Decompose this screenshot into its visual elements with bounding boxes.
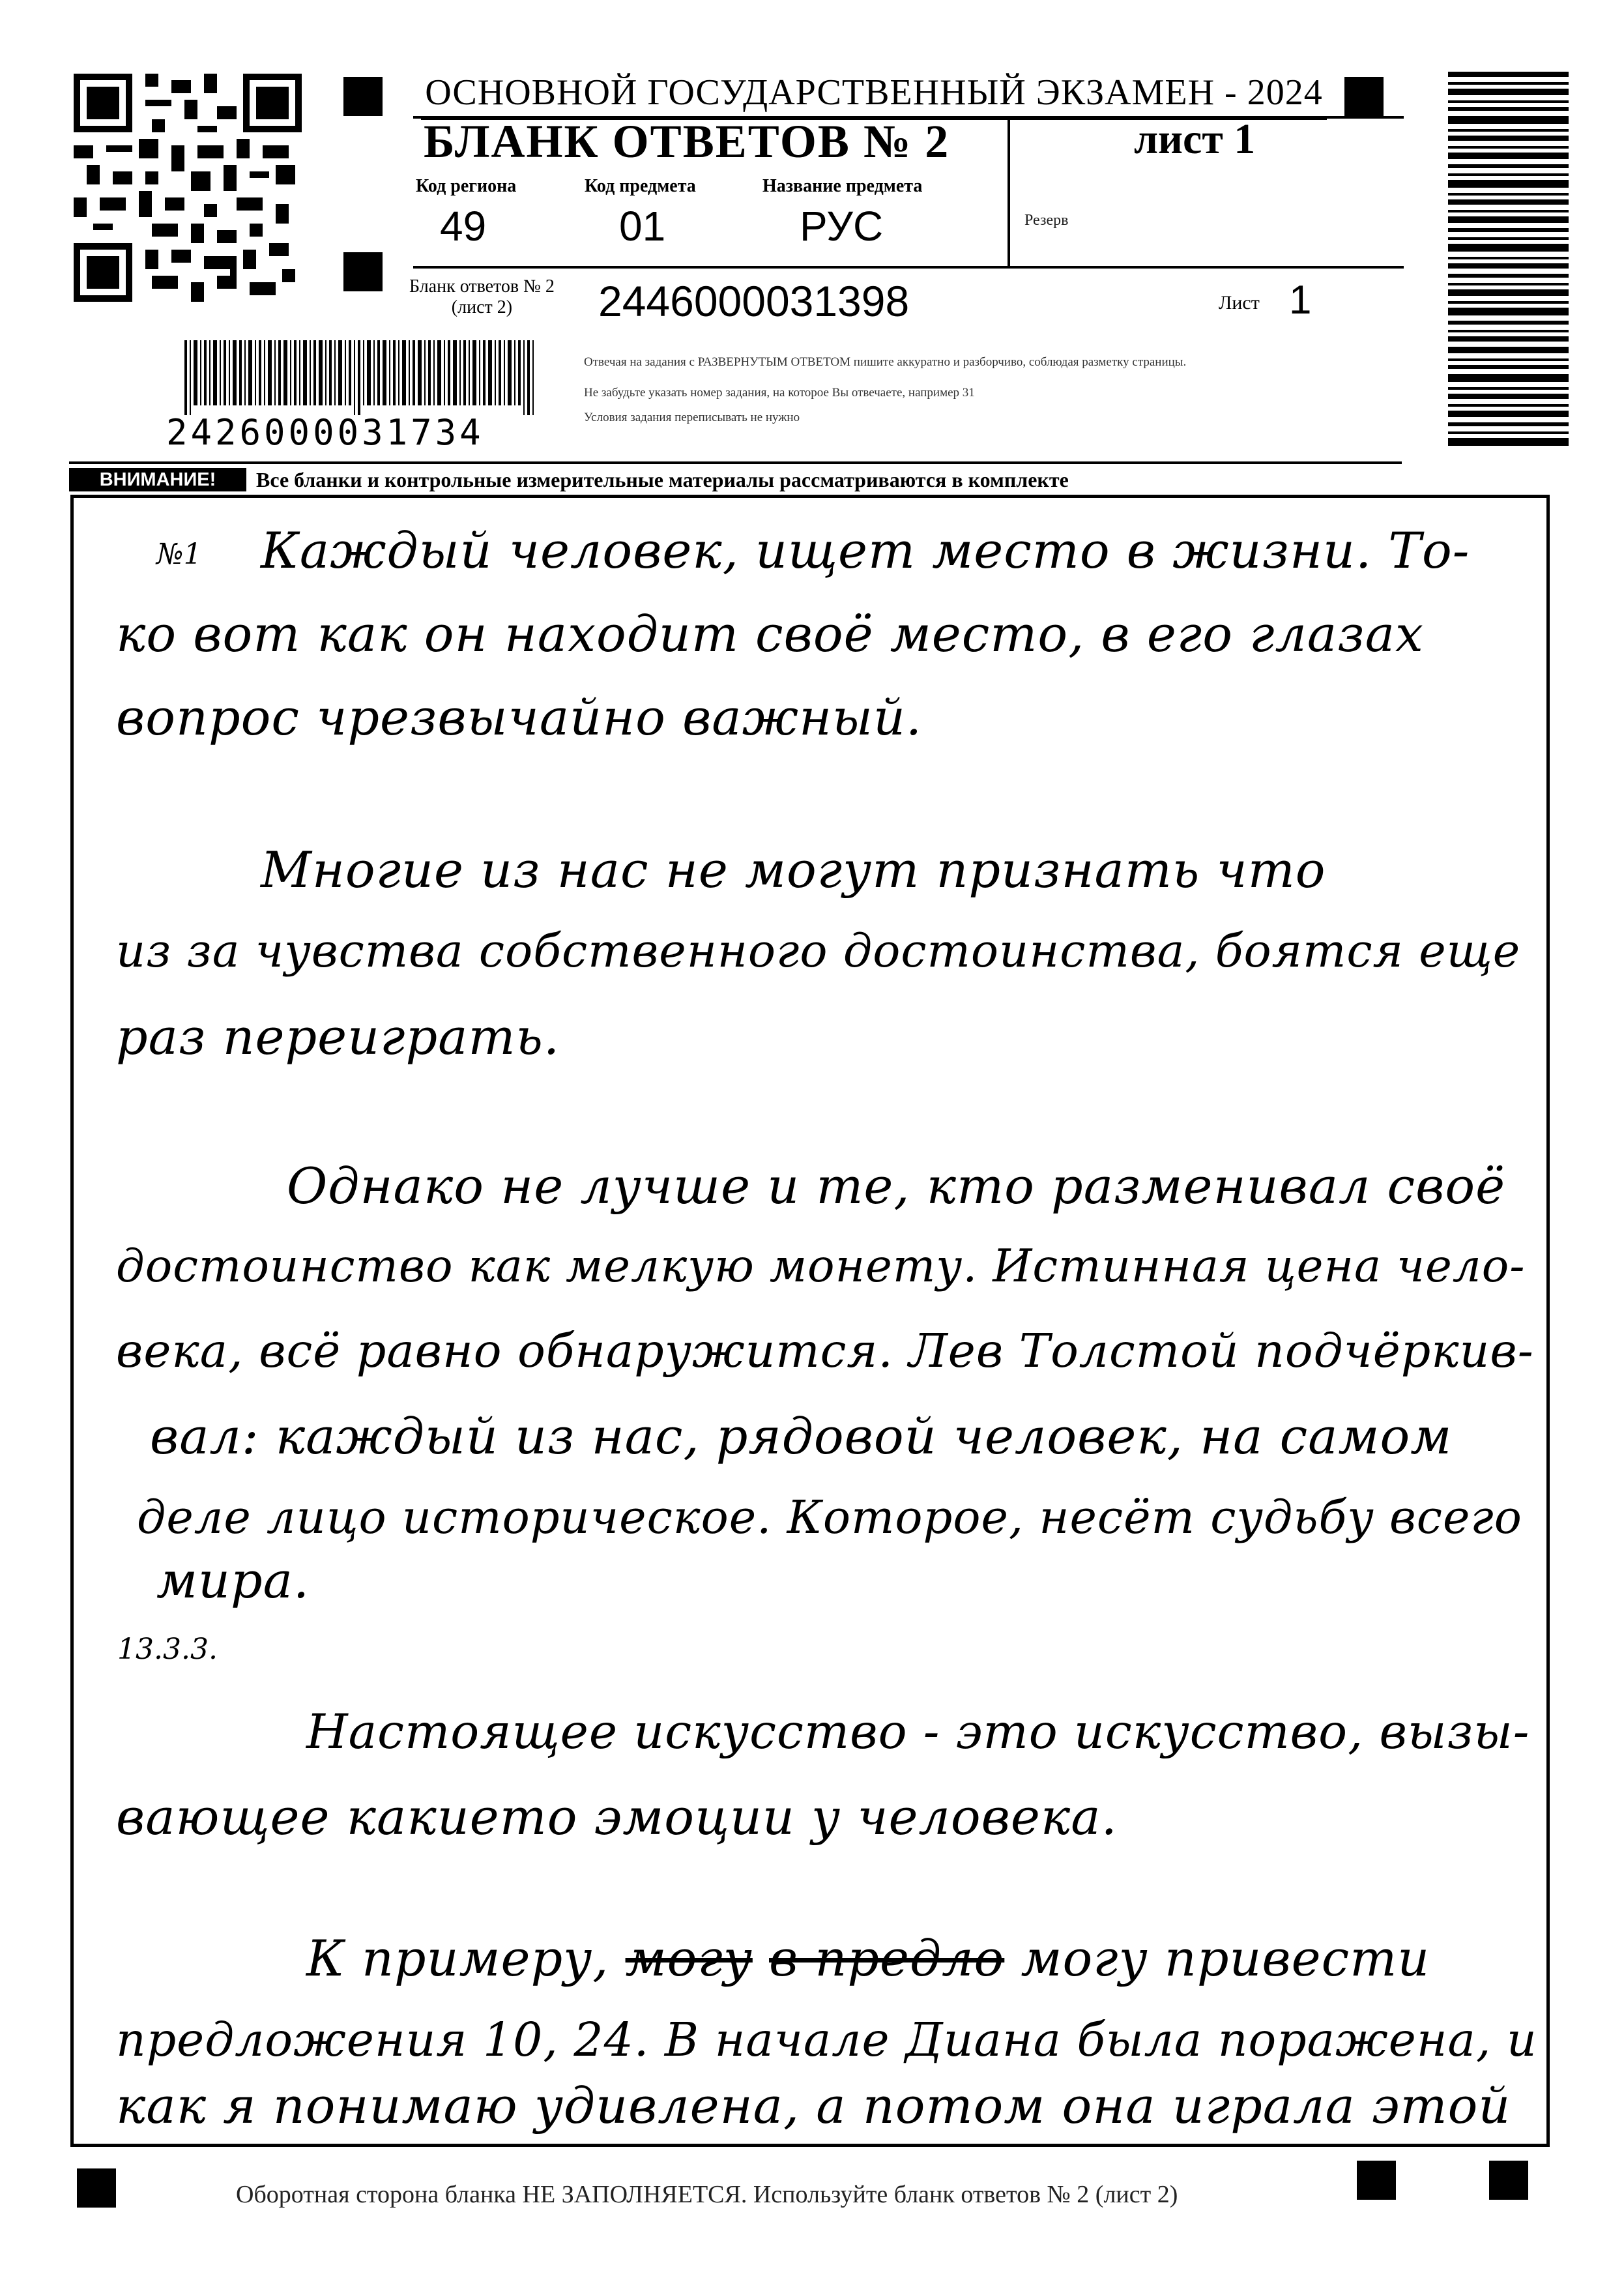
answer-line-13: Настоящее искусство - это искусство, вызы- — [306, 1704, 1530, 1760]
region-value: 49 — [440, 203, 487, 250]
marker-bottom-1 — [77, 2168, 116, 2208]
answer-line-9: века, всё равно обнаружится. Лев Толстой подчёркив- — [116, 1324, 1534, 1378]
marker-top-right — [1344, 77, 1384, 116]
instruction-line-3: Условия задания переписывать не нужно — [584, 411, 800, 424]
header-divider — [1008, 116, 1010, 266]
instruction-line-2: Не забудьте указать номер задания, на которое Вы отвечаете, например 31 — [584, 386, 975, 400]
task-1-label: №1 — [156, 538, 202, 571]
answer-line-11: деле лицо историческое. Которое, несёт судьбу всего — [137, 1491, 1522, 1544]
sheet-label: Лист — [1219, 292, 1260, 314]
answer-line-3: вопрос чрезвычайно важный. — [116, 688, 923, 746]
subject-code-value: 01 — [619, 203, 666, 250]
line-15-start: К примеру, — [306, 1929, 609, 1987]
strikethrough-2: в предло — [769, 1929, 1005, 1987]
barcode-icon — [184, 340, 536, 415]
answer-line-8: достоинство как мелкую монету. Истинная цена чело- — [116, 1240, 1526, 1292]
reserve-label: Резерв — [1024, 212, 1069, 229]
marker-bottom-3 — [1489, 2161, 1528, 2200]
answer-line-1: Каждый человек, ищет место в жизни. То- — [261, 521, 1470, 579]
region-label: Код региона — [416, 176, 517, 196]
side-barcode-icon — [1448, 72, 1569, 450]
barcode-number: 2426000031734 — [166, 412, 484, 453]
answer-line-4: Многие из нас не могут признать что — [261, 841, 1326, 899]
task-2-label: 13.3.3. — [117, 1633, 218, 1666]
marker-bottom-2 — [1357, 2161, 1396, 2200]
separator-line — [69, 461, 1402, 464]
answers-sheet-label — [409, 276, 555, 318]
subject-code-label: Код предмета — [585, 176, 696, 196]
sheet-title: лист 1 — [1134, 115, 1256, 163]
instruction-line-1: Отвечая на задания с РАЗВЕРНУТЫМ ОТВЕТОМ пишите аккуратно и разборчиво, соблюдая разметку страницы. — [584, 355, 1187, 369]
answer-line-17: как я понимаю удивлена, а потом она играла этой — [116, 2077, 1511, 2135]
qr-code-icon — [74, 74, 302, 302]
footer-note: Оборотная сторона бланка НЕ ЗАПОЛНЯЕТСЯ. Используйте бланк ответов № 2 (лист 2) — [236, 2181, 1178, 2208]
subject-name-label: Название предмета — [762, 176, 923, 196]
answer-line-14: вающее какието эмоции у человека. — [116, 1788, 1118, 1846]
exam-title: ОСНОВНОЙ ГОСУДАРСТВЕННЫЙ ЭКЗАМЕН - 2024 — [421, 72, 1327, 120]
answer-line-16: предложения 10, 24. В начале Диана была поражена, и — [116, 2013, 1537, 2067]
marker-top-left — [343, 77, 383, 116]
line-15-end: могу привести — [1021, 1929, 1430, 1987]
answer-line-5: из за чувства собственного достоинства, боятся еще — [116, 924, 1521, 978]
answers-label-line-2: (лист 2) — [451, 297, 513, 317]
subject-name-value: РУС — [800, 203, 884, 250]
answer-line-12: мира. — [156, 1551, 310, 1609]
answers-label-line-1: Бланк ответов № 2 — [409, 276, 555, 297]
answer-line-15 — [306, 1929, 1430, 1987]
answer-line-6: раз переиграть. — [116, 1008, 560, 1066]
form-title: БЛАНК ОТВЕТОВ № 2 — [424, 115, 950, 168]
answer-line-7: Однако не лучше и те, кто разменивал своё — [287, 1157, 1506, 1215]
strikethrough-1: могу — [625, 1929, 753, 1987]
sheet-number: 1 — [1289, 278, 1312, 323]
sheet-code: 2446000031398 — [598, 277, 910, 325]
attention-text: Все бланки и контрольные измерительные материалы рассматриваются в комплекте — [256, 468, 1069, 491]
marker-mid-left — [343, 252, 383, 291]
answer-line-2: ко вот как он находит своё место, в его глазах — [116, 605, 1424, 663]
answer-line-10: вал: каждый из нас, рядовой человек, на самом — [150, 1407, 1453, 1465]
attention-badge: ВНИМАНИЕ! — [69, 468, 246, 491]
